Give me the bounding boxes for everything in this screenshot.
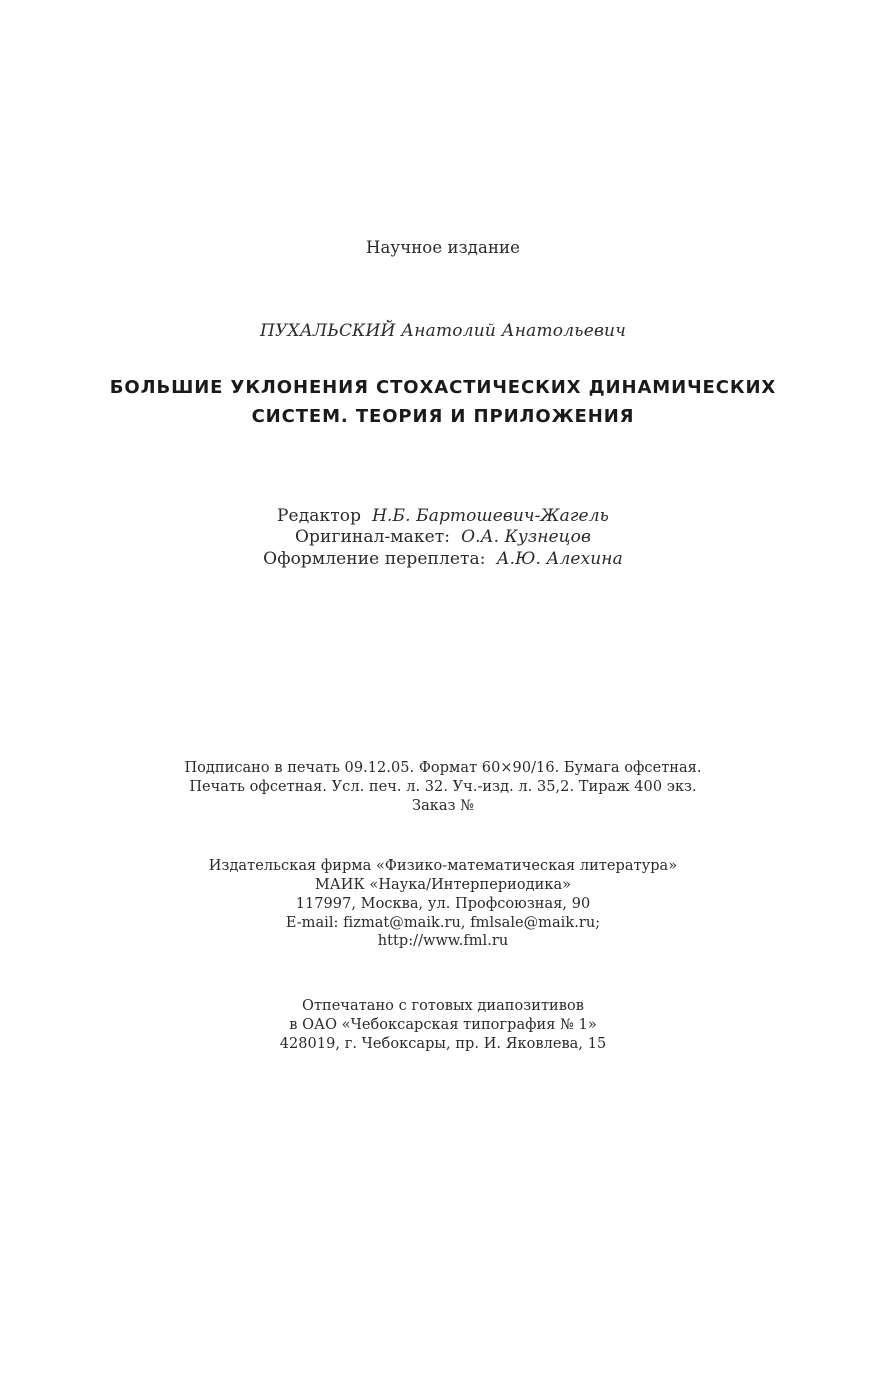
publisher-name: Издательская фирма «Физико-математическая литература» <box>208 858 678 874</box>
book-title-line-1: БОЛЬШИЕ УКЛОНЕНИЯ СТОХАСТИЧЕСКИХ ДИНАМИЧЕСКИХ <box>109 377 777 398</box>
printer-note: Отпечатано с готовых диапозитивов <box>302 998 584 1014</box>
edition-type: Научное издание <box>365 238 521 257</box>
credit-role: Оформление переплета: <box>263 549 486 569</box>
credit-binding-design <box>0 549 886 569</box>
credit-person: О.А. Кузнецов <box>461 527 591 547</box>
credit-person: Н.Б. Бартошевич-Жагель <box>372 506 609 526</box>
order-number: Заказ № <box>412 798 474 814</box>
publisher-address: 117997, Москва, ул. Профсоюзная, 90 <box>295 896 591 912</box>
publisher-parent: МАИК «Наука/Интерпериодика» <box>314 877 572 893</box>
publisher-email: E-mail: fizmat@maik.ru, fmlsale@maik.ru; <box>285 915 601 931</box>
credit-role: Оригинал-макет: <box>295 527 451 547</box>
credit-layout <box>0 527 886 547</box>
author-name: ПУХАЛЬСКИЙ Анатолий Анатольевич <box>260 321 626 341</box>
credit-role: Редактор <box>277 506 362 526</box>
credit-editor <box>0 506 886 526</box>
book-title-line-2: СИСТЕМ. ТЕОРИЯ И ПРИЛОЖЕНИЯ <box>251 406 635 427</box>
credit-person: А.Ю. Алехина <box>496 549 623 569</box>
publication-info-line-2: Печать офсетная. Усл. печ. л. 32. Уч.-изд. л. 35,2. Тираж 400 экз. <box>189 779 697 795</box>
publication-info-line-1: Подписано в печать 09.12.05. Формат 60×90/16. Бумага офсетная. <box>184 760 702 776</box>
printer-address: 428019, г. Чебоксары, пр. И. Яковлева, 15 <box>279 1036 607 1052</box>
printer-name: в ОАО «Чебоксарская типография № 1» <box>289 1017 597 1033</box>
publisher-website: http://www.fml.ru <box>377 933 509 949</box>
